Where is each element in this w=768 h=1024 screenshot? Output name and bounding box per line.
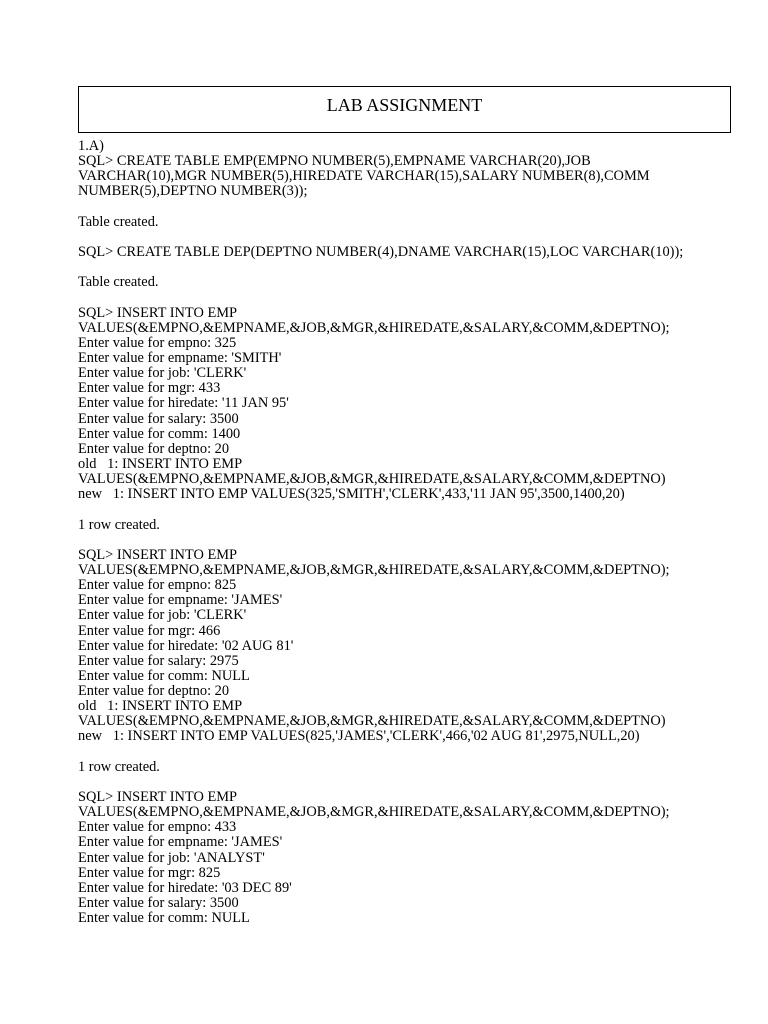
blank-line	[78, 533, 731, 548]
text-line: SQL> INSERT INTO EMP	[78, 789, 238, 806]
title-box	[78, 86, 731, 133]
text-line: old 1: INSERT INTO EMP	[78, 698, 243, 715]
text-line: Enter value for hiredate: '03 DEC 89'	[78, 879, 292, 896]
text-line: Enter value for empname: 'SMITH'	[78, 349, 282, 366]
text-line: Enter value for salary: 3500	[78, 895, 239, 912]
text-line: VARCHAR(10),MGR NUMBER(5),HIREDATE VARCHAR(15),SALARY NUMBER(8),COMM	[78, 168, 650, 185]
text-line: old 1: INSERT INTO EMP	[78, 455, 243, 472]
text-line: Enter value for deptno: 20	[78, 440, 230, 457]
blank-line	[78, 502, 731, 517]
blank-line	[78, 260, 731, 275]
text-line: VALUES(&EMPNO,&EMPNAME,&JOB,&MGR,&HIREDATE,&SALARY,&COMM,&DEPTNO);	[78, 561, 670, 578]
text-line: SQL> INSERT INTO EMP	[78, 304, 238, 321]
text-line: VALUES(&EMPNO,&EMPNAME,&JOB,&MGR,&HIREDATE,&SALARY,&COMM,&DEPTNO)	[78, 713, 666, 730]
text-line: 1.A)	[78, 138, 104, 154]
blank-line	[78, 200, 731, 215]
blank-line	[78, 290, 731, 305]
text-line: Enter value for empno: 325	[78, 334, 237, 351]
document-body	[78, 139, 731, 926]
text-line: 1 row created.	[78, 758, 160, 775]
text-line: 1 row created.	[78, 516, 160, 533]
text-line: VALUES(&EMPNO,&EMPNAME,&JOB,&MGR,&HIREDATE,&SALARY,&COMM,&DEPTNO);	[78, 319, 670, 336]
text-line: Enter value for mgr: 433	[78, 380, 221, 397]
blank-line	[78, 745, 731, 760]
text-line: Enter value for comm: NULL	[78, 910, 250, 927]
text-line: SQL> CREATE TABLE EMP(EMPNO NUMBER(5),EMPNAME VARCHAR(20),JOB	[78, 153, 591, 170]
text-line: SQL> CREATE TABLE DEP(DEPTNO NUMBER(4),DNAME VARCHAR(15),LOC VARCHAR(10));	[78, 243, 684, 260]
text-line: SQL> INSERT INTO EMP	[78, 546, 238, 563]
text-line: Enter value for empno: 433	[78, 819, 237, 836]
text-line: Enter value for empname: 'JAMES'	[78, 592, 283, 609]
blank-line	[78, 230, 731, 245]
text-line: VALUES(&EMPNO,&EMPNAME,&JOB,&MGR,&HIREDATE,&SALARY,&COMM,&DEPTNO)	[78, 471, 666, 488]
text-line: Enter value for hiredate: '11 JAN 95'	[78, 395, 289, 412]
blank-line	[78, 775, 731, 790]
text-line: Enter value for salary: 2975	[78, 652, 239, 669]
text-line: Enter value for empname: 'JAMES'	[78, 834, 283, 851]
text-line: VALUES(&EMPNO,&EMPNAME,&JOB,&MGR,&HIREDATE,&SALARY,&COMM,&DEPTNO);	[78, 804, 670, 821]
text-line: Enter value for comm: 1400	[78, 425, 241, 442]
text-line: Enter value for mgr: 825	[78, 864, 221, 881]
text-line: Enter value for mgr: 466	[78, 622, 221, 639]
document-page	[78, 86, 731, 926]
text-line: NUMBER(5),DEPTNO NUMBER(3));	[78, 183, 308, 200]
text-line: new 1: INSERT INTO EMP VALUES(825,'JAMES','CLERK',466,'02 AUG 81',2975,NULL,20)	[78, 728, 640, 745]
document-title: LAB ASSIGNMENT	[326, 95, 483, 115]
text-line: Enter value for deptno: 20	[78, 683, 230, 700]
text-line: Enter value for empno: 825	[78, 577, 237, 594]
text-line: Enter value for hiredate: '02 AUG 81'	[78, 637, 294, 654]
text-line: Enter value for job: 'CLERK'	[78, 607, 247, 624]
text-line: Enter value for job: 'CLERK'	[78, 365, 247, 382]
text-line: new 1: INSERT INTO EMP VALUES(325,'SMITH','CLERK',433,'11 JAN 95',3500,1400,20)	[78, 486, 625, 503]
text-line: Table created.	[78, 274, 159, 291]
text-line: Enter value for comm: NULL	[78, 667, 250, 684]
text-line: Enter value for salary: 3500	[78, 410, 239, 427]
text-line: Enter value for job: 'ANALYST'	[78, 849, 265, 866]
text-line: Table created.	[78, 213, 159, 230]
